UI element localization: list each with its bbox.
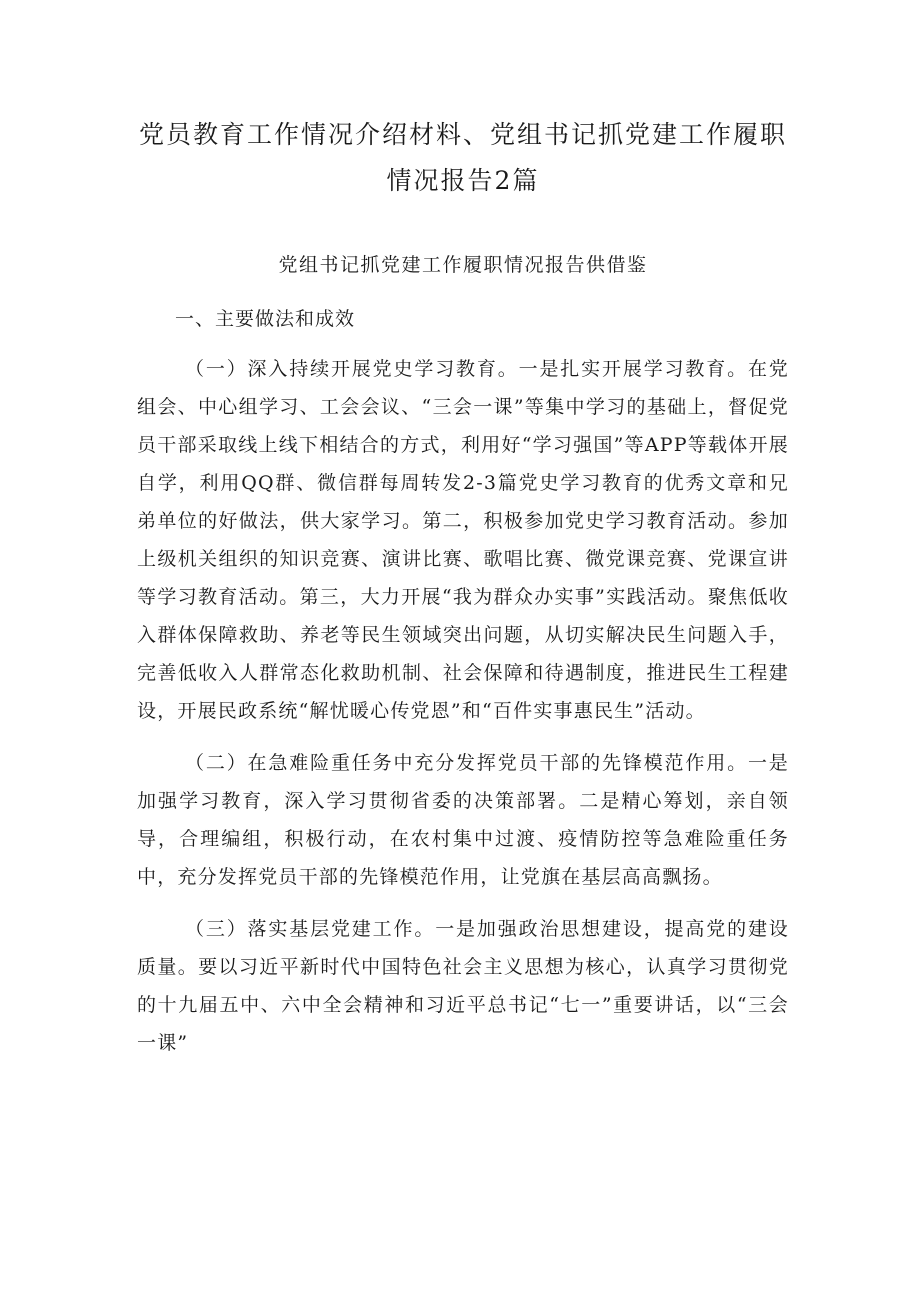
paragraph-1: （一）深入持续开展党史学习教育。一是扎实开展学习教育。在党组会、中心组学习、工会会议、“三会一课”等集中学习的基础上，督促党员干部采取线上线下相结合的方式，利用好“学习强国”等APP等载体开展自学，利用QQ群、微信群每周转发2-3篇党史学习教育的优秀文章和兄弟单位的好做法，供大家学习。第二，积极参加党史学习教育活动。参加上级机关组织的知识竞赛、演讲比赛、歌唱比赛、微党课竞赛、党课宣讲等学习教育活动。第三，大力开展“我为群众办实事”实践活动。聚焦低收入群体保障救助、养老等民生领域突出问题，从切实解决民生问题入手，完善低收入人群常态化救助机制、社会保障和待遇制度，推进民生工程建设，开展民政系统“解忧暖心传党恩”和“百件实事惠民生”活动。 [137,358,789,722]
section-heading: 一、主要做法和成效 [175,308,356,330]
document-title: 党员教育工作情况介绍材料、党组书记抓党建工作履职情况报告2篇 [138,120,787,195]
paragraph-3: （三）落实基层党建工作。一是加强政治思想建设，提高党的建设质量。要以习近平新时代中国特色社会主义思想为核心，认真学习贯彻党的十九届五中、六中全会精神和习近平总书记“七一”重要讲话，以“三会一课” [137,918,789,1054]
report-subtitle: 党组书记抓党建工作履职情况报告供借鉴 [278,254,648,276]
paragraph-2: （二）在急难险重任务中充分发挥党员干部的先锋模范作用。一是加强学习教育，深入学习贯彻省委的决策部署。二是精心筹划，亲自领导，合理编组，积极行动，在农村集中过渡、疫情防控等急难险重任务中，充分发挥党员干部的先锋模范作用，让党旗在基层高高飘扬。 [137,752,789,888]
